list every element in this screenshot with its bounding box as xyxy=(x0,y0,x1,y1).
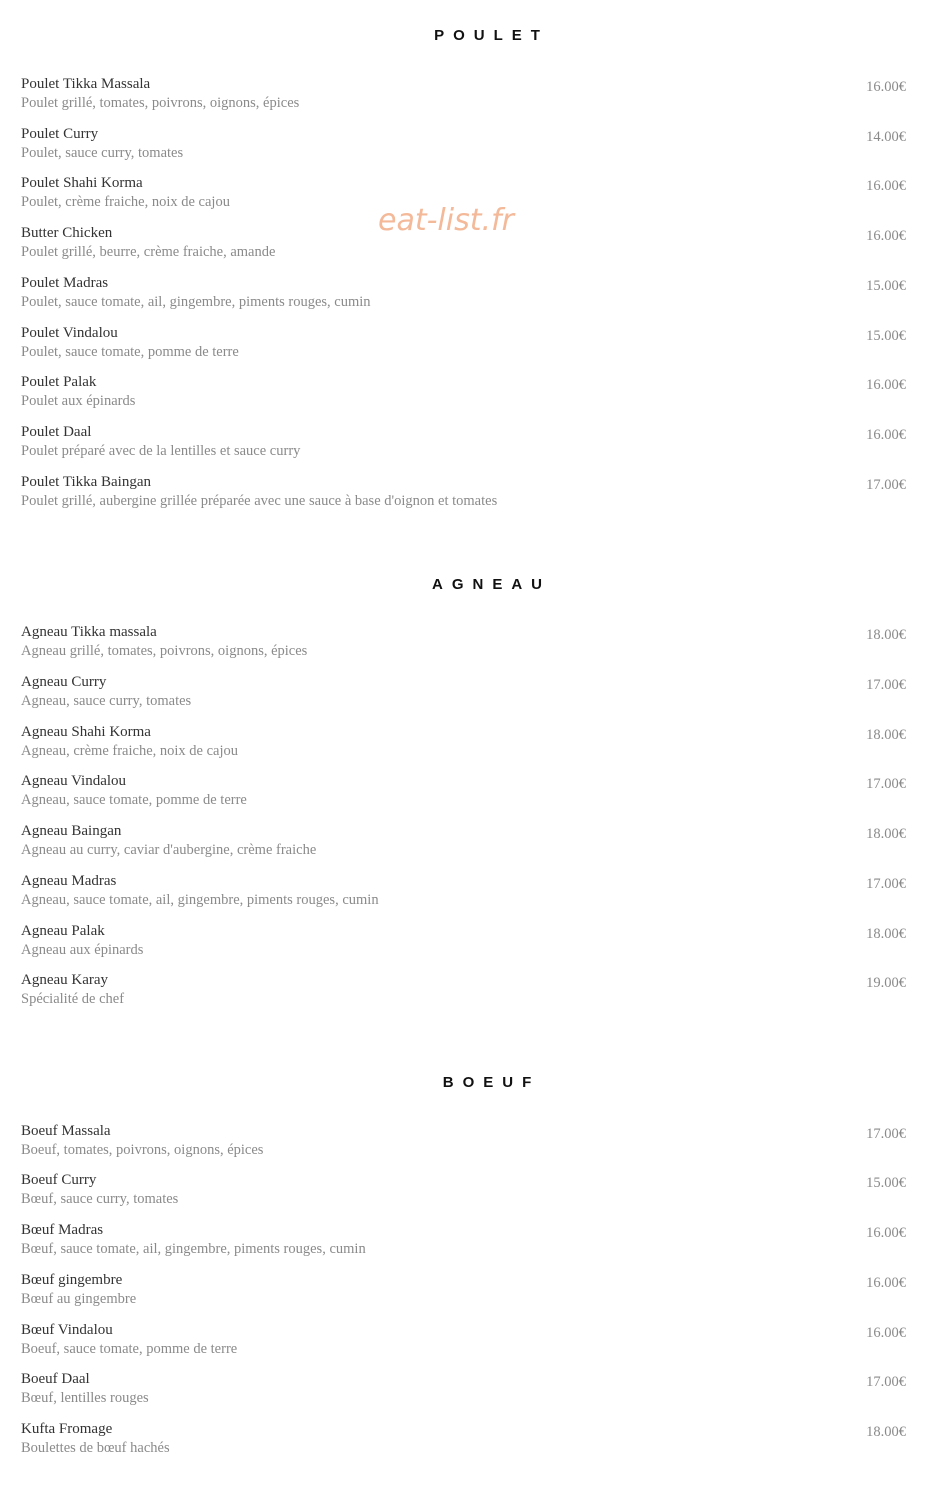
dish-price: 18.00€ xyxy=(866,727,906,743)
dish-price: 16.00€ xyxy=(866,79,906,95)
section-title: BOEUF xyxy=(442,1074,541,1091)
dish-name: Bœuf gingembre xyxy=(21,1272,123,1288)
dish-name: Poulet Daal xyxy=(21,424,92,440)
menu-item xyxy=(0,126,938,170)
dish-name: Kufta Fromage xyxy=(21,1421,113,1437)
dish-description: Poulet, sauce curry, tomates xyxy=(21,145,184,161)
menu-item xyxy=(0,275,938,319)
menu-item xyxy=(0,474,938,518)
dish-name: Poulet Palak xyxy=(21,374,97,390)
dish-name: Bœuf Vindalou xyxy=(21,1322,113,1338)
watermark: eat-list.fr xyxy=(378,203,514,238)
menu-item xyxy=(0,823,938,867)
dish-description: Poulet préparé avec de la lentilles et sauce curry xyxy=(21,443,301,459)
section-title: AGNEAU xyxy=(431,576,551,593)
menu-item xyxy=(0,923,938,967)
dish-price: 19.00€ xyxy=(866,975,906,991)
menu-item xyxy=(0,1421,938,1465)
dish-name: Butter Chicken xyxy=(21,225,113,241)
dish-price: 18.00€ xyxy=(866,1424,906,1440)
dish-price: 16.00€ xyxy=(866,1325,906,1341)
menu-item xyxy=(0,1322,938,1366)
dish-name: Poulet Shahi Korma xyxy=(21,175,143,191)
menu-item xyxy=(0,972,938,1016)
dish-description: Bœuf, sauce tomate, ail, gingembre, piments rouges, cumin xyxy=(21,1241,366,1257)
dish-name: Poulet Tikka Baingan xyxy=(21,474,152,490)
dish-name: Agneau Vindalou xyxy=(21,773,127,789)
dish-description: Agneau, sauce curry, tomates xyxy=(21,693,192,709)
menu-item xyxy=(0,674,938,718)
dish-description: Poulet grillé, beurre, crème fraiche, amande xyxy=(21,244,276,260)
menu-item xyxy=(0,1371,938,1415)
dish-name: Agneau Shahi Korma xyxy=(21,724,151,740)
dish-price: 17.00€ xyxy=(866,776,906,792)
dish-description: Poulet, crème fraiche, noix de cajou xyxy=(21,194,230,210)
dish-name: Agneau Palak xyxy=(21,923,105,939)
menu-item xyxy=(0,175,938,219)
menu-item xyxy=(0,225,938,269)
dish-name: Boeuf Daal xyxy=(21,1371,90,1387)
dish-price: 18.00€ xyxy=(866,826,906,842)
dish-price: 17.00€ xyxy=(866,1374,906,1390)
dish-description: Agneau au curry, caviar d'aubergine, crème fraiche xyxy=(21,842,317,858)
dish-price: 16.00€ xyxy=(866,1275,906,1291)
dish-name: Agneau Karay xyxy=(21,972,109,988)
dish-price: 17.00€ xyxy=(866,876,906,892)
dish-price: 15.00€ xyxy=(866,278,906,294)
dish-name: Poulet Vindalou xyxy=(21,325,118,341)
dish-description: Spécialité de chef xyxy=(21,991,125,1007)
dish-description: Poulet, sauce tomate, ail, gingembre, piments rouges, cumin xyxy=(21,294,371,310)
dish-description: Poulet grillé, aubergine grillée préparée avec une sauce à base d'oignon et tomates xyxy=(21,493,498,509)
dish-price: 17.00€ xyxy=(866,477,906,493)
dish-price: 16.00€ xyxy=(866,178,906,194)
dish-name: Boeuf Curry xyxy=(21,1172,97,1188)
dish-description: Poulet grillé, tomates, poivrons, oignons, épices xyxy=(21,95,300,111)
menu-item xyxy=(0,1272,938,1316)
dish-name: Agneau Tikka massala xyxy=(21,624,157,640)
menu-item xyxy=(0,773,938,817)
menu-item xyxy=(0,873,938,917)
dish-price: 17.00€ xyxy=(866,1126,906,1142)
dish-description: Agneau, sauce tomate, pomme de terre xyxy=(21,792,247,808)
dish-price: 17.00€ xyxy=(866,677,906,693)
menu-item xyxy=(0,374,938,418)
dish-description: Poulet aux épinards xyxy=(21,393,136,409)
dish-price: 16.00€ xyxy=(866,377,906,393)
dish-price: 14.00€ xyxy=(866,129,906,145)
dish-description: Agneau, sauce tomate, ail, gingembre, piments rouges, cumin xyxy=(21,892,379,908)
menu-item xyxy=(0,325,938,369)
dish-description: Bœuf, sauce curry, tomates xyxy=(21,1191,179,1207)
dish-price: 18.00€ xyxy=(866,926,906,942)
dish-price: 16.00€ xyxy=(866,1225,906,1241)
menu-item xyxy=(0,424,938,468)
dish-name: Agneau Madras xyxy=(21,873,117,889)
dish-name: Poulet Tikka Massala xyxy=(21,76,151,92)
menu-item xyxy=(0,1222,938,1266)
dish-price: 18.00€ xyxy=(866,627,906,643)
dish-description: Boulettes de bœuf hachés xyxy=(21,1440,170,1456)
dish-name: Poulet Curry xyxy=(21,126,99,142)
dish-description: Bœuf, lentilles rouges xyxy=(21,1390,149,1406)
dish-name: Poulet Madras xyxy=(21,275,109,291)
dish-price: 16.00€ xyxy=(866,228,906,244)
dish-name: Agneau Baingan xyxy=(21,823,122,839)
dish-description: Agneau aux épinards xyxy=(21,942,144,958)
dish-description: Bœuf au gingembre xyxy=(21,1291,137,1307)
dish-description: Agneau grillé, tomates, poivrons, oignons, épices xyxy=(21,643,308,659)
dish-name: Bœuf Madras xyxy=(21,1222,104,1238)
menu-item xyxy=(0,624,938,668)
menu-item xyxy=(0,1172,938,1216)
dish-description: Boeuf, tomates, poivrons, oignons, épices xyxy=(21,1142,264,1158)
menu-item xyxy=(0,1123,938,1167)
dish-description: Agneau, crème fraiche, noix de cajou xyxy=(21,743,238,759)
dish-price: 15.00€ xyxy=(866,328,906,344)
menu-item xyxy=(0,724,938,768)
dish-price: 16.00€ xyxy=(866,427,906,443)
menu-item xyxy=(0,76,938,120)
dish-name: Boeuf Massala xyxy=(21,1123,111,1139)
dish-name: Agneau Curry xyxy=(21,674,107,690)
dish-description: Boeuf, sauce tomate, pomme de terre xyxy=(21,1341,238,1357)
dish-price: 15.00€ xyxy=(866,1175,906,1191)
section-title: POULET xyxy=(434,27,549,44)
dish-description: Poulet, sauce tomate, pomme de terre xyxy=(21,344,239,360)
